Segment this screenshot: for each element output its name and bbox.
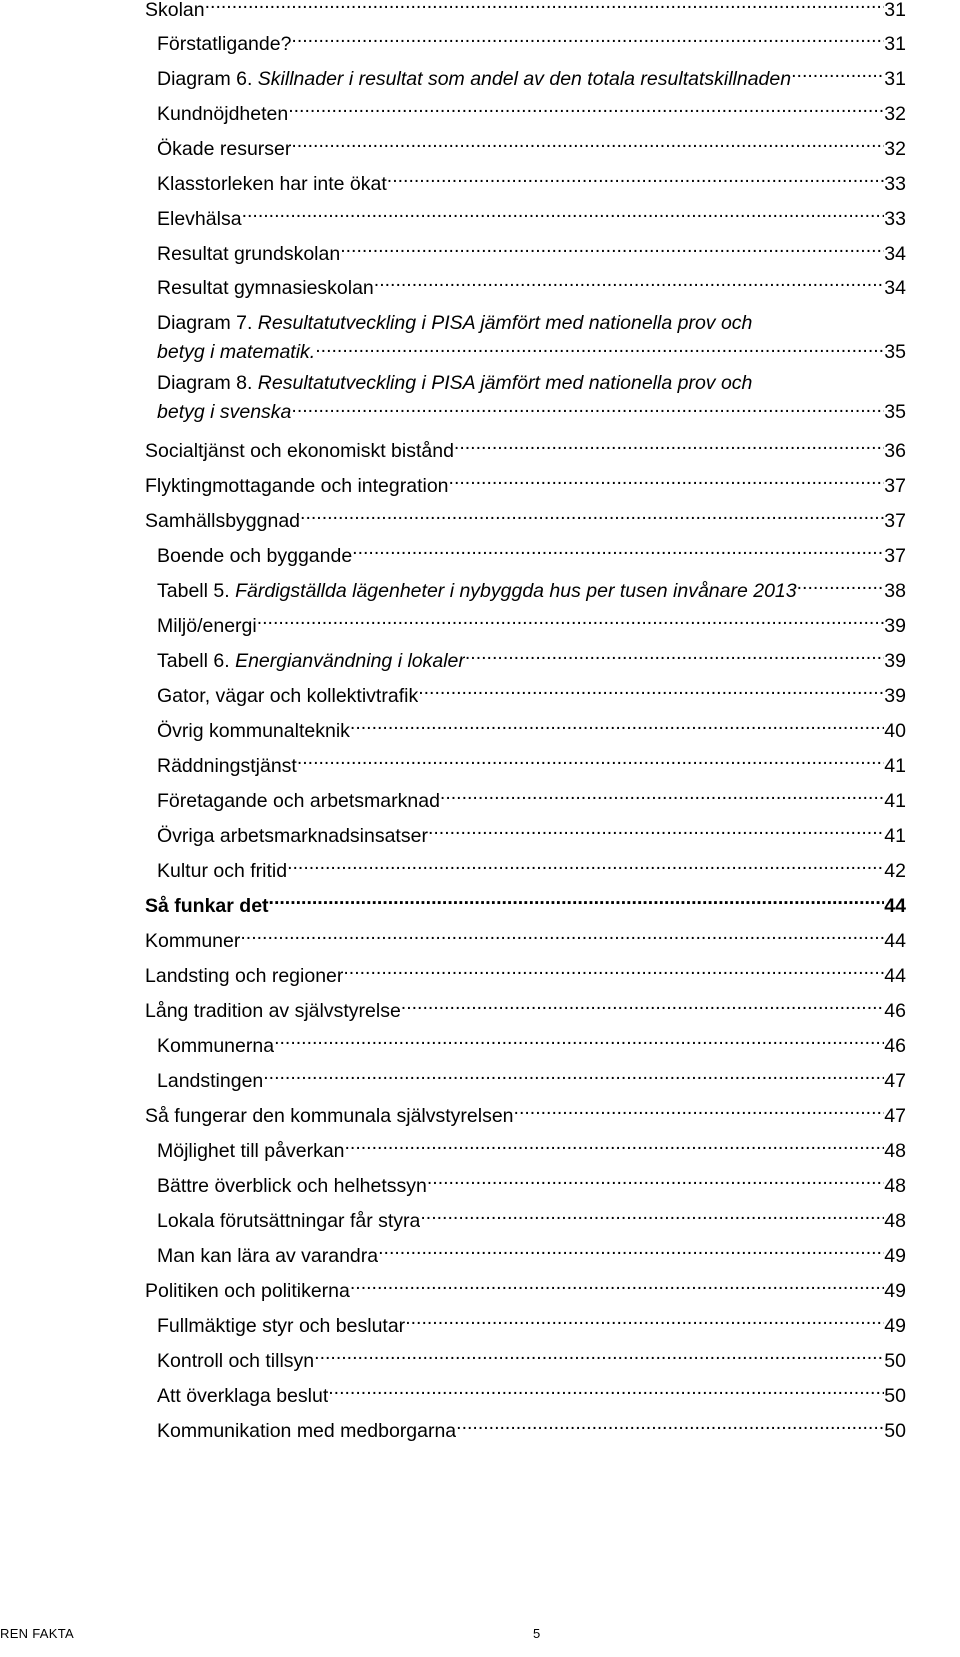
toc-entry-label: Bättre överblick och helhetssyn: [157, 1175, 427, 1197]
toc-entry[interactable]: [145, 434, 906, 468]
dot-leader: [352, 543, 884, 563]
toc-entry-title: [157, 644, 465, 678]
toc-entry-label: Skolan: [145, 0, 205, 21]
toc-entry[interactable]: [157, 854, 906, 888]
toc-page-number: 33: [884, 173, 906, 195]
toc-entry-second-line: [157, 338, 906, 367]
toc-entry-caption: Skillnader i resultat som andel av den totala resultatskillnaden: [257, 68, 792, 90]
toc-entry[interactable]: [157, 609, 906, 643]
toc-entry-label: Kommunikation med medborgarna: [157, 1420, 457, 1442]
toc-page-number: 47: [884, 1105, 906, 1127]
footer-page-number: 5: [533, 1626, 541, 1641]
toc-entry-label: Övriga arbetsmarknadsinsatser: [157, 825, 428, 847]
toc-entry-title: [157, 1379, 328, 1413]
toc-entry-label: Lång tradition av självstyrelse: [145, 1000, 401, 1022]
toc-page-number: 31: [884, 0, 906, 21]
toc-entry[interactable]: [157, 309, 906, 367]
dot-leader: [418, 683, 884, 703]
toc-entry-first-line: [157, 369, 906, 398]
toc-entry[interactable]: [145, 924, 906, 958]
dot-leader: [791, 66, 884, 86]
toc-entry-label: Lokala förutsättningar får styra: [157, 1210, 421, 1232]
toc-entry-caption: Energianvändning i lokaler: [235, 650, 465, 672]
dot-leader: [257, 613, 885, 633]
toc-entry-label: Man kan lära av varandra: [157, 1245, 379, 1267]
toc-entry-label: Flyktingmottagande och integration: [145, 475, 449, 497]
toc-page-number: 39: [884, 685, 906, 707]
toc-entry-title: [157, 97, 288, 131]
toc-entry[interactable]: [157, 539, 906, 573]
toc-entry-first-line: [157, 309, 906, 338]
toc-entry-label: Att överklaga beslut: [157, 1385, 329, 1407]
toc-entry-title: [157, 749, 297, 783]
toc-entry-title: [145, 504, 300, 538]
toc-entry-title: [157, 27, 291, 61]
dot-leader: [378, 1243, 884, 1263]
toc-entry[interactable]: [157, 167, 906, 201]
toc-entry[interactable]: [157, 1379, 906, 1413]
toc-page-number: 46: [884, 1035, 906, 1057]
toc-entry-title: [157, 271, 374, 305]
dot-leader: [465, 648, 884, 668]
toc-entry[interactable]: [157, 62, 906, 96]
toc-page-number: 44: [884, 965, 906, 987]
toc-page-number: 49: [884, 1245, 906, 1267]
toc-page-number: 41: [884, 825, 906, 847]
toc-entry[interactable]: [157, 27, 906, 61]
toc-page-number: 34: [884, 277, 906, 299]
toc-entry[interactable]: [157, 1414, 906, 1448]
toc-entry-title: [157, 237, 340, 271]
toc-entry-title: [157, 1029, 274, 1063]
toc-entry[interactable]: [157, 1239, 906, 1273]
toc-entry-second-line: [157, 398, 906, 427]
toc-page-number: 50: [884, 1420, 906, 1442]
toc-entry-title: [145, 889, 269, 923]
toc-entry[interactable]: [157, 237, 906, 271]
toc-page-number: 37: [884, 510, 906, 532]
toc-page-number: 35: [884, 341, 906, 363]
toc-entry-caption-continued: betyg i svenska: [157, 401, 292, 423]
dot-leader: [269, 893, 885, 913]
toc-entry-label: Möjlighet till påverkan: [157, 1140, 345, 1162]
toc-page-number: 49: [884, 1280, 906, 1302]
toc-entry-caption-continued: betyg i matematik.: [157, 341, 316, 363]
toc-entry[interactable]: [157, 1029, 906, 1063]
toc-entry-label: Landsting och regioner: [145, 965, 344, 987]
dot-leader: [242, 206, 885, 226]
toc-page-number: 39: [884, 650, 906, 672]
dot-leader: [449, 473, 885, 493]
toc-entry-title: [157, 202, 242, 236]
toc-entry[interactable]: [145, 469, 906, 503]
toc-entry-label: Övrig kommunalteknik: [157, 720, 350, 742]
toc-page-number: 46: [884, 1000, 906, 1022]
dot-leader: [343, 963, 884, 983]
toc-entry-label: Diagram 8.: [157, 372, 258, 394]
toc-entry[interactable]: [157, 1064, 906, 1098]
dot-leader: [797, 578, 885, 598]
toc-entry-title: [145, 1274, 350, 1308]
toc-entry-title: [145, 1099, 514, 1133]
toc-page-number: 34: [884, 243, 906, 265]
toc-entry-title: [145, 469, 449, 503]
dot-leader: [291, 136, 884, 156]
toc-page-number: 32: [884, 103, 906, 125]
toc-page-number: 37: [884, 545, 906, 567]
toc-entry[interactable]: [145, 504, 906, 538]
toc-entry[interactable]: [157, 644, 906, 678]
toc-entry[interactable]: [157, 132, 906, 166]
toc-entry-caption: Färdigställda lägenheter i nybyggda hus per tusen invånare 2013: [235, 580, 797, 602]
dot-leader: [288, 101, 884, 121]
toc-entry-label: Så fungerar den kommunala självstyrelsen: [145, 1105, 514, 1127]
toc-entry-label: Boende och byggande: [157, 545, 353, 567]
toc-entry-title: [157, 132, 291, 166]
toc-page-number: 42: [884, 860, 906, 882]
dot-leader: [291, 31, 884, 51]
toc-entry[interactable]: [145, 1099, 906, 1133]
toc-entry-title: [157, 714, 350, 748]
toc-entry-title: [145, 924, 240, 958]
toc-page-number: 49: [884, 1315, 906, 1337]
toc-page-number: 32: [884, 138, 906, 160]
toc-page-number: 44: [884, 895, 906, 917]
dot-leader: [263, 1068, 884, 1088]
dot-leader: [340, 241, 884, 261]
dot-leader: [456, 1418, 884, 1438]
dot-leader: [440, 788, 884, 808]
toc-entry-title: [157, 1344, 314, 1378]
dot-leader: [240, 928, 884, 948]
dot-leader: [427, 1173, 884, 1193]
toc-entry[interactable]: [157, 1169, 906, 1203]
toc-page-number: 39: [884, 615, 906, 637]
toc-entry-caption: Resultatutveckling i PISA jämfört med nationella prov och: [257, 372, 753, 394]
toc-entry[interactable]: [145, 994, 906, 1028]
toc-page-number: 31: [884, 68, 906, 90]
toc-entry-title: [157, 679, 418, 713]
dot-leader: [514, 1103, 885, 1123]
dot-leader: [420, 1208, 884, 1228]
toc-entry[interactable]: [157, 1134, 906, 1168]
toc-entry-label: Kontroll och tillsyn: [157, 1350, 315, 1372]
toc-entry-title: [157, 1204, 420, 1238]
toc-entry-title: [157, 574, 797, 608]
toc-entry[interactable]: [157, 574, 906, 608]
toc-page-number: 41: [884, 755, 906, 777]
toc-entry-title: [157, 1309, 405, 1343]
toc-entry-label: Tabell 6.: [157, 650, 236, 672]
toc-entry[interactable]: [157, 1344, 906, 1378]
toc-entry-label: Resultat grundskolan: [157, 243, 341, 265]
toc-entry-label: Räddningstjänst: [157, 755, 297, 777]
toc-entry-title: [157, 1064, 263, 1098]
dot-leader: [387, 171, 885, 191]
toc-entry-title: [145, 434, 454, 468]
footer-title: REN FAKTA: [0, 1626, 74, 1641]
toc-page-number: 40: [884, 720, 906, 742]
dot-leader: [287, 858, 884, 878]
dot-leader: [315, 339, 884, 359]
toc-entry[interactable]: [157, 97, 906, 131]
dot-leader: [401, 998, 885, 1018]
toc-entry-title: [157, 1414, 456, 1448]
toc-entry[interactable]: [145, 889, 906, 923]
dot-leader: [374, 275, 885, 295]
toc-entry-label: Ökade resurser: [157, 138, 292, 160]
toc-entry[interactable]: [145, 959, 906, 993]
toc-entry-label: Miljö/energi: [157, 615, 257, 637]
toc-page-number: 44: [884, 930, 906, 952]
toc-entry-title: [145, 994, 401, 1028]
toc-entry[interactable]: [157, 714, 906, 748]
dot-leader: [328, 1383, 884, 1403]
toc-entry-label: Diagram 7.: [157, 312, 258, 334]
toc-entry-title: [157, 784, 440, 818]
toc-page-number: 50: [884, 1350, 906, 1372]
toc-entry-label: Företagande och arbetsmarknad: [157, 790, 440, 812]
toc-entry-label: Fullmäktige styr och beslutar: [157, 1315, 406, 1337]
dot-leader: [291, 399, 884, 419]
toc-entry-title: [157, 854, 287, 888]
toc-entry-label: Så funkar det: [145, 895, 269, 917]
toc-entry[interactable]: [157, 819, 906, 853]
dot-leader: [454, 438, 884, 458]
toc-entry-caption: Resultatutveckling i PISA jämfört med nationella prov och: [257, 312, 753, 334]
toc-entry-label: Politiken och politikerna: [145, 1280, 350, 1302]
toc-entry-label: Klasstorleken har inte ökat: [157, 173, 387, 195]
toc-entry[interactable]: [157, 784, 906, 818]
toc-entry-label: Socialtjänst och ekonomiskt bistånd: [145, 440, 454, 462]
toc-entry-title: [157, 1169, 427, 1203]
toc-entry-label: Diagram 6.: [157, 68, 258, 90]
toc-page-number: 47: [884, 1070, 906, 1092]
toc-entry[interactable]: [157, 679, 906, 713]
toc-page-number: 48: [884, 1140, 906, 1162]
toc-page-number: 33: [884, 208, 906, 230]
dot-leader: [345, 1138, 885, 1158]
dot-leader: [297, 753, 884, 773]
toc-entry-label: Samhällsbyggnad: [145, 510, 301, 532]
toc-entry-title: [157, 1134, 345, 1168]
toc-entry-title: [157, 167, 387, 201]
page-footer: [0, 1622, 960, 1646]
toc-entry[interactable]: [157, 202, 906, 236]
toc-entry-label: Gator, vägar och kollektivtrafik: [157, 685, 419, 707]
toc-entry-label: Kommunerna: [157, 1035, 275, 1057]
toc-entry-label: Förstatligande?: [157, 33, 292, 55]
toc-entry-label: Kundnöjdheten: [157, 103, 289, 125]
toc-entry[interactable]: [157, 369, 906, 427]
toc-entry[interactable]: [157, 271, 906, 305]
toc-entry-title: [145, 959, 343, 993]
toc-entry-title: [157, 62, 791, 96]
toc-page-number: 38: [884, 580, 906, 602]
dot-leader: [205, 0, 885, 16]
toc-entry-label: Tabell 5.: [157, 580, 236, 602]
dot-leader: [300, 508, 884, 528]
toc-entry-title: [145, 0, 205, 27]
dot-leader: [428, 823, 884, 843]
toc-page-number: 41: [884, 790, 906, 812]
toc-entry-label: Kultur och fritid: [157, 860, 288, 882]
toc-entry-title: [157, 609, 257, 643]
toc-page-number: 35: [884, 401, 906, 423]
toc-page-number: 36: [884, 440, 906, 462]
dot-leader: [274, 1033, 884, 1053]
toc-entry-title: [157, 1239, 378, 1273]
dot-leader: [405, 1313, 884, 1333]
toc-page-number: 37: [884, 475, 906, 497]
toc-entry[interactable]: [145, 1274, 906, 1308]
dot-leader: [350, 718, 884, 738]
toc-entry-label: Elevhälsa: [157, 208, 242, 230]
toc-entry[interactable]: [157, 749, 906, 783]
toc-entry[interactable]: [157, 1309, 906, 1343]
toc-page-number: 48: [884, 1210, 906, 1232]
toc-entry-label: Resultat gymnasieskolan: [157, 277, 374, 299]
toc-page-number: 50: [884, 1385, 906, 1407]
toc-entry[interactable]: [157, 1204, 906, 1238]
dot-leader: [350, 1278, 884, 1298]
toc-entry-title: [157, 539, 352, 573]
dot-leader: [314, 1348, 884, 1368]
toc-entry[interactable]: [145, 0, 906, 27]
toc-page-number: 48: [884, 1175, 906, 1197]
toc-entry-label: Kommuner: [145, 930, 241, 952]
toc-entry-title: [157, 819, 428, 853]
toc-entry-label: Landstingen: [157, 1070, 264, 1092]
toc-page-number: 31: [884, 33, 906, 55]
